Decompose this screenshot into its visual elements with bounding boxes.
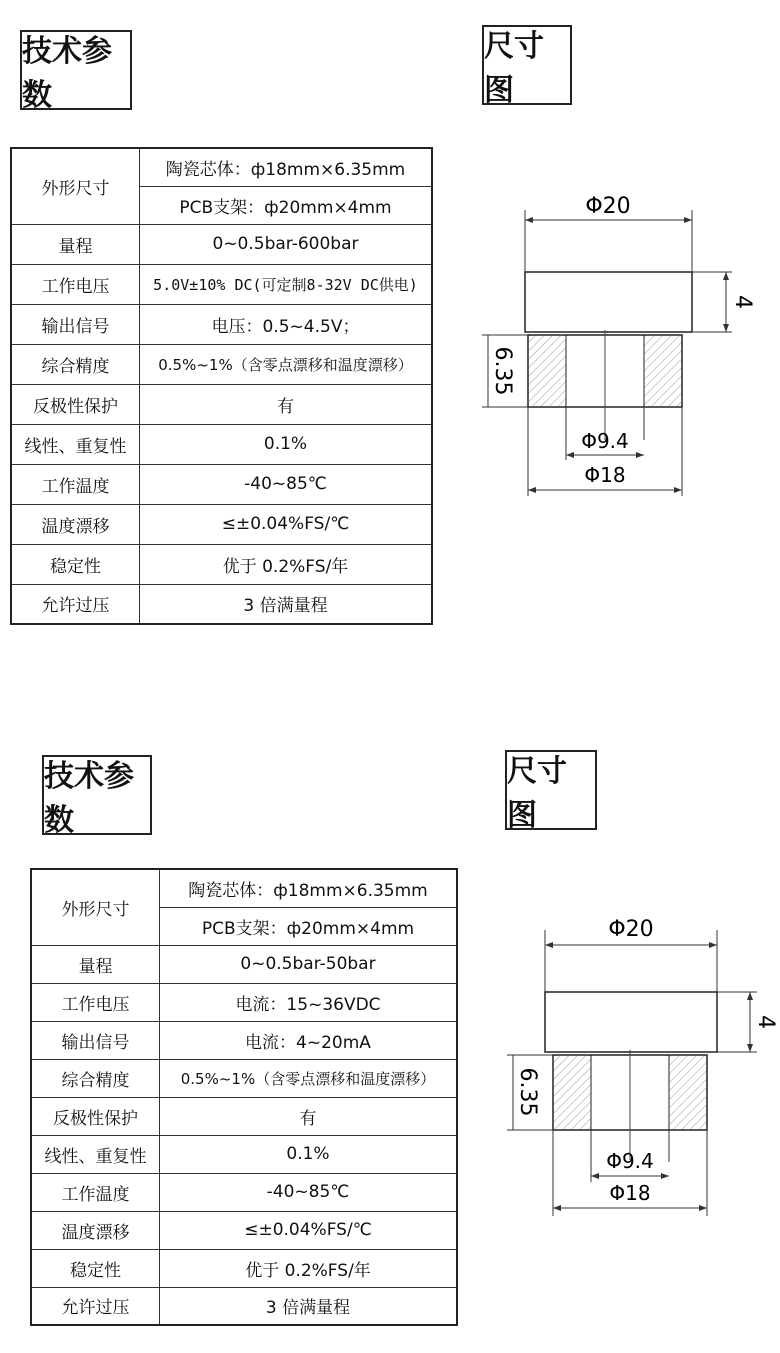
bottom-height-label: 6.35	[490, 346, 515, 396]
table-row	[11, 464, 432, 504]
table-row	[11, 504, 432, 544]
row-value: 有	[160, 1097, 458, 1135]
table-row	[31, 1173, 457, 1211]
row-value: 5.0V±10% DC(可定制8-32V DC供电)	[140, 264, 433, 304]
row-label: 输出信号	[31, 1021, 160, 1059]
table-row	[31, 1287, 457, 1325]
top-width-dimension	[525, 194, 692, 272]
table-row	[11, 224, 432, 264]
top-height-dimension	[692, 272, 755, 332]
row-label: 线性、重复性	[31, 1135, 160, 1173]
row-label: 量程	[11, 224, 140, 264]
row-value: 0.1%	[140, 424, 433, 464]
dimension-title: 尺寸图	[505, 750, 597, 830]
size-pcb-value: PCB支架：ф20mm×4mm	[140, 186, 433, 224]
dimension-drawing	[470, 180, 770, 510]
size-label: 外形尺寸	[11, 148, 140, 224]
row-label: 工作温度	[11, 464, 140, 504]
row-label: 温度漂移	[31, 1211, 160, 1249]
top-height-label: 4	[753, 1015, 778, 1029]
row-label: 反极性保护	[11, 384, 140, 424]
row-value: 0.5%~1%（含零点漂移和温度漂移）	[160, 1059, 458, 1097]
row-label: 工作电压	[31, 983, 160, 1021]
row-value: 有	[140, 384, 433, 424]
row-value: -40~85℃	[160, 1173, 458, 1211]
table-row	[31, 1135, 457, 1173]
row-label: 工作温度	[31, 1173, 160, 1211]
dimension-drawing	[495, 900, 778, 1230]
row-value: 0.1%	[160, 1135, 458, 1173]
row-value: 电压：0.5~4.5V；	[140, 304, 433, 344]
size-label: 外形尺寸	[31, 869, 160, 945]
row-label: 综合精度	[31, 1059, 160, 1097]
table-row	[31, 1097, 457, 1135]
spec-title: 技术参数	[42, 755, 152, 835]
row-label: 稳定性	[31, 1249, 160, 1287]
table-row	[11, 148, 432, 186]
spec-table	[10, 147, 433, 625]
row-value: 优于 0.2%FS/年	[140, 544, 433, 584]
top-width-label: Φ20	[608, 917, 654, 942]
row-label: 稳定性	[11, 544, 140, 584]
table-row	[31, 983, 457, 1021]
row-value: ≤±0.04%FS/℃	[160, 1211, 458, 1249]
top-height-label: 4	[730, 295, 755, 309]
pcb-bracket	[525, 272, 692, 332]
row-label: 工作电压	[11, 264, 140, 304]
ceramic-core	[553, 1050, 707, 1160]
table-row	[11, 264, 432, 304]
table-row	[31, 1021, 457, 1059]
row-label: 允许过压	[11, 584, 140, 624]
table-row	[11, 384, 432, 424]
row-value: -40~85℃	[140, 464, 433, 504]
row-value: 3 倍满量程	[140, 584, 433, 624]
table-row	[31, 1249, 457, 1287]
bottom-height-label: 6.35	[515, 1067, 540, 1117]
pcb-bracket	[545, 992, 717, 1052]
table-row	[11, 344, 432, 384]
row-value: 3 倍满量程	[160, 1287, 458, 1325]
row-value: 0.5%~1%（含零点漂移和温度漂移）	[140, 344, 433, 384]
row-label: 线性、重复性	[11, 424, 140, 464]
table-row	[11, 584, 432, 624]
size-pcb-value: PCB支架：ф20mm×4mm	[160, 907, 458, 945]
table-row	[31, 1059, 457, 1097]
spec-title: 技术参数	[20, 30, 132, 110]
row-label: 反极性保护	[31, 1097, 160, 1135]
table-row	[31, 945, 457, 983]
row-label: 允许过压	[31, 1287, 160, 1325]
bottom-height-dimension	[482, 335, 528, 407]
inner-diameter-label: Φ9.4	[606, 1149, 654, 1173]
table-row	[11, 544, 432, 584]
table-row	[31, 1211, 457, 1249]
size-ceramic-value: 陶瓷芯体：ф18mm×6.35mm	[140, 148, 433, 186]
inner-diameter-label: Φ9.4	[581, 429, 629, 453]
row-value: 电流：4~20mA	[160, 1021, 458, 1059]
row-label: 输出信号	[11, 304, 140, 344]
table-row	[11, 424, 432, 464]
row-value: ≤±0.04%FS/℃	[140, 504, 433, 544]
row-value: 优于 0.2%FS/年	[160, 1249, 458, 1287]
top-width-label: Φ20	[585, 194, 631, 219]
row-value: 0~0.5bar-50bar	[160, 945, 458, 983]
bottom-height-dimension	[507, 1055, 553, 1130]
row-label: 量程	[31, 945, 160, 983]
table-row	[31, 869, 457, 907]
ceramic-core	[528, 330, 682, 440]
row-label: 温度漂移	[11, 504, 140, 544]
top-height-dimension	[717, 992, 778, 1052]
row-value: 0~0.5bar-600bar	[140, 224, 433, 264]
dimension-title: 尺寸图	[482, 25, 572, 105]
spec-table	[30, 868, 458, 1326]
row-label: 综合精度	[11, 344, 140, 384]
outer-diameter-label: Φ18	[609, 1181, 651, 1205]
table-row	[11, 304, 432, 344]
top-width-dimension	[545, 917, 717, 992]
size-ceramic-value: 陶瓷芯体：ф18mm×6.35mm	[160, 869, 458, 907]
outer-diameter-label: Φ18	[584, 463, 626, 487]
row-value: 电流：15~36VDC	[160, 983, 458, 1021]
